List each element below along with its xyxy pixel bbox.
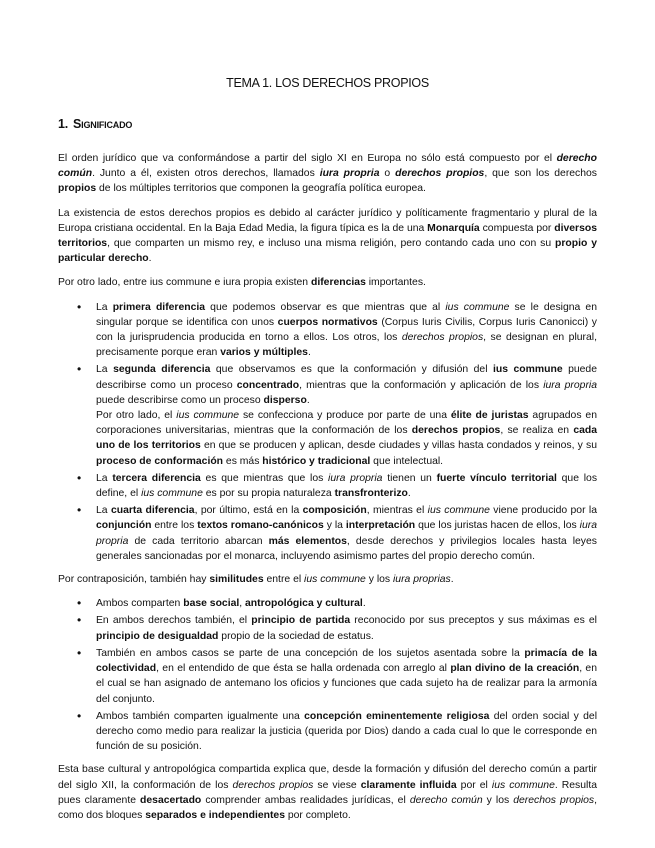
text-run: propio de la sociedad de estatus. — [218, 630, 374, 642]
text-run: que los define, el — [96, 472, 598, 500]
text-run: por el — [456, 779, 492, 791]
text-run: concentrado — [236, 379, 300, 391]
text-run: La — [96, 364, 114, 376]
text-run: o — [379, 168, 396, 180]
text-run: También en ambos casos se parte de una concepción de los sujetos asentada sobre la — [96, 647, 525, 659]
text-run: iura propria — [328, 472, 383, 484]
text-run: , que comparten un mismo rey, e incluso una misma religión, pero contando cada uno con su — [107, 238, 555, 250]
text-run: ius commune — [176, 410, 240, 422]
paragraph-intro — [58, 151, 597, 197]
text-run: desacertado — [140, 794, 202, 806]
text-run: . — [362, 598, 366, 610]
text-run: , por último, está en la — [194, 505, 303, 517]
text-run: tienen un — [382, 472, 437, 484]
text-run: plan divino de la creación — [450, 663, 580, 675]
text-run: que observamos es que la conformación y difusión del — [210, 364, 493, 376]
text-run: derecho común — [409, 794, 483, 806]
text-run: composición — [302, 505, 367, 517]
text-run: iura proprias — [392, 574, 451, 586]
paragraph-similarities-intro — [58, 572, 597, 587]
text-run: fuerte vínculo territorial — [436, 472, 557, 484]
text-run: separados e independientes — [145, 809, 285, 821]
text-run: Por otro lado, el — [96, 410, 177, 422]
text-run: iura propria — [319, 168, 380, 180]
text-run: que podemos observar es que mientras que al — [205, 301, 446, 313]
text-run: diversos territorios — [58, 222, 597, 250]
text-run: cuerpos normativos — [277, 316, 378, 328]
text-run: , mientras que la conformación y aplicación de los — [299, 379, 544, 391]
text-run: derechos propios — [513, 794, 595, 806]
text-run: . — [148, 253, 152, 265]
text-run: , que son los derechos — [484, 168, 597, 180]
text-run: En ambos derechos también, el — [96, 615, 252, 627]
text-run: principio de partida — [251, 615, 351, 627]
text-run: histórico y tradicional — [262, 455, 371, 467]
list-item-difference-4 — [96, 503, 597, 564]
text-run: puede describirse como un proceso — [96, 364, 597, 391]
text-run: en que se producen y aplican, desde ciudades y villas hasta condados y reinos, y su — [200, 440, 597, 452]
list-item-similarity-3 — [96, 646, 597, 707]
text-run: , en el cual se han asignado de antemano los oficios y funciones que cada sujeto ha de realizar para la armonía del conjunto. — [96, 663, 597, 705]
text-run: Ambos también comparten igualmente una — [96, 710, 305, 722]
text-run: cada uno de los territorios — [96, 425, 598, 452]
text-run: cuarta diferencia — [110, 505, 195, 517]
text-run: Por contraposición, también hay — [58, 574, 210, 586]
text-run: derechos propios — [401, 332, 484, 344]
text-run: Ambos comparten — [96, 598, 184, 610]
list-item-difference-3 — [96, 471, 597, 501]
text-run: élite de juristas — [450, 410, 529, 422]
text-run: más elementos — [268, 535, 347, 547]
list-item-similarity-2 — [96, 613, 597, 643]
text-run: se le designa en singular porque se identifica con unos — [96, 301, 597, 328]
text-run: similitudes — [209, 574, 264, 586]
text-run: que intelectual. — [370, 455, 444, 467]
section-title: Significado — [73, 117, 133, 131]
list-item-similarity-4 — [96, 709, 597, 755]
text-run: (Corpus Iuris Civilis, Corpus Iuris Canonicci) y con la jurisprudencia producida en torno a ellos. Los otros, los — [96, 316, 597, 344]
text-run: segunda diferencia — [113, 364, 211, 376]
text-run: , en el entendido de que ésta se halla ordenada con arreglo al — [156, 663, 451, 675]
text-run: ius commune — [304, 574, 366, 586]
text-run: es que mientras que los — [200, 472, 329, 484]
differences-list — [58, 300, 597, 564]
text-run: iura propria — [543, 379, 598, 391]
text-run: compuesta por — [479, 222, 555, 234]
text-run: conjunción — [96, 520, 152, 532]
text-run: de los múltiples territorios que componen la geografía política europea. — [96, 183, 426, 195]
text-run: agrupados en corporaciones universitarias, mientras que la conformación de los — [96, 410, 597, 437]
text-run: derechos propios — [232, 779, 314, 791]
text-run: y la — [323, 520, 346, 532]
text-run: y los — [482, 794, 514, 806]
list-item-difference-2 — [96, 362, 597, 468]
similarities-list — [58, 596, 597, 754]
text-run: , se realiza en — [500, 425, 574, 437]
text-run: principio de desigualdad — [96, 630, 219, 642]
text-run: ius commune — [493, 364, 563, 376]
text-run: importantes. — [365, 277, 426, 289]
text-run: entre el — [263, 574, 305, 586]
text-run: que los juristas hacen de ellos, los — [415, 520, 580, 532]
text-run: La existencia de estos derechos propios es debido al carácter jurídico y políticamente fragmentario y plural de la Europa cristiana occidental. En la Baja Edad Media, la figura típica es la de una — [58, 207, 597, 234]
text-run: del orden social y del derecho como medio para realizar la justicia (querida por Dios) dando a cada cual lo que le corresponde en función de su posición. — [96, 710, 597, 753]
text-run: se confecciona y produce por parte de una — [239, 410, 451, 422]
section-number: 1. — [58, 117, 69, 131]
text-run: reconocido por sus preceptos y sus máximas es el — [350, 615, 597, 627]
text-run: textos romano-canónicos — [197, 520, 324, 532]
text-run: . — [407, 488, 411, 500]
text-run: , mientras el — [366, 505, 428, 517]
text-run: , como dos bloques — [58, 794, 598, 821]
text-run: entre los — [151, 520, 198, 532]
paragraph-differences-intro — [58, 275, 597, 290]
text-run: interpretación — [345, 520, 416, 532]
paragraph-context — [58, 206, 597, 267]
text-run: varios y múltiples — [220, 347, 308, 359]
list-item-similarity-1 — [96, 596, 597, 611]
text-run: , se designan en plural, precisamente porque eran — [96, 332, 597, 359]
text-run: derechos propios — [411, 425, 501, 437]
text-run: es por su propia naturaleza — [202, 488, 335, 500]
text-run: por completo. — [284, 809, 351, 821]
text-run: ius commune — [491, 779, 555, 791]
text-run: tercera diferencia — [112, 472, 201, 484]
text-run: primacía de la colectividad — [96, 647, 597, 675]
text-run: y los — [365, 574, 393, 586]
text-run: . Junto a él, existen otros derechos, llamados — [92, 168, 320, 180]
text-run: disperso — [263, 394, 307, 406]
text-run: La — [96, 301, 113, 313]
text-run: proceso de conformación — [96, 455, 224, 467]
text-run: . — [306, 394, 310, 406]
text-run: base social — [183, 598, 240, 610]
text-run: . Resulta pues claramente — [58, 779, 598, 806]
text-run: El orden jurídico que va conformándose a partir del siglo XI en Europa no sólo está compuesto por el — [58, 153, 557, 164]
text-run: ius commune — [427, 505, 490, 517]
paragraph-conclusion — [58, 762, 597, 823]
list-item-difference-1 — [96, 300, 597, 361]
text-run: derecho común — [58, 153, 597, 180]
text-run: Monarquía — [427, 222, 480, 234]
section-heading — [58, 117, 597, 131]
text-run: iura propria — [96, 520, 597, 547]
text-run: ius commune — [141, 488, 203, 500]
text-run: Por otro lado, entre ius commune e iura propia existen — [58, 277, 311, 289]
text-run: claramente influida — [360, 779, 457, 791]
text-run: diferencias — [310, 277, 366, 289]
text-run: propios — [58, 183, 97, 195]
text-run: de cada territorio abarcan — [128, 535, 269, 547]
text-run: La — [96, 472, 113, 484]
text-run: viene producido por la — [489, 505, 597, 517]
text-run: , — [239, 598, 246, 610]
text-run: comprender ambas realidades jurídicas, el — [201, 794, 410, 806]
text-run: derechos propios — [395, 168, 485, 180]
text-run: Esta base cultural y antropológica compartida explica que, desde la formación y difusión del derecho común a partir del siglo XII, la conformación de los — [58, 764, 597, 791]
text-run: . — [450, 574, 454, 586]
text-run: primera diferencia — [112, 301, 206, 313]
text-run: se viese — [313, 779, 361, 791]
text-run: puede describirse como un proceso — [96, 394, 264, 406]
text-run: transfronterizo — [334, 488, 408, 500]
text-run: es más — [223, 455, 263, 467]
text-run: ius commune — [445, 301, 510, 313]
text-run: La — [96, 505, 111, 517]
text-run: . — [307, 347, 311, 359]
text-run: concepción eminentemente religiosa — [304, 710, 490, 722]
text-run: antropológica y cultural — [245, 598, 363, 610]
text-run: propio y particular derecho — [58, 238, 597, 265]
text-run: , desde derechos y privilegios locales hasta leyes generales sancionadas por el monarca, incluyendo asimismo partes del propio derecho común. — [96, 535, 597, 562]
document-title: TEMA 1. LOS DERECHOS PROPIOS — [226, 76, 429, 90]
